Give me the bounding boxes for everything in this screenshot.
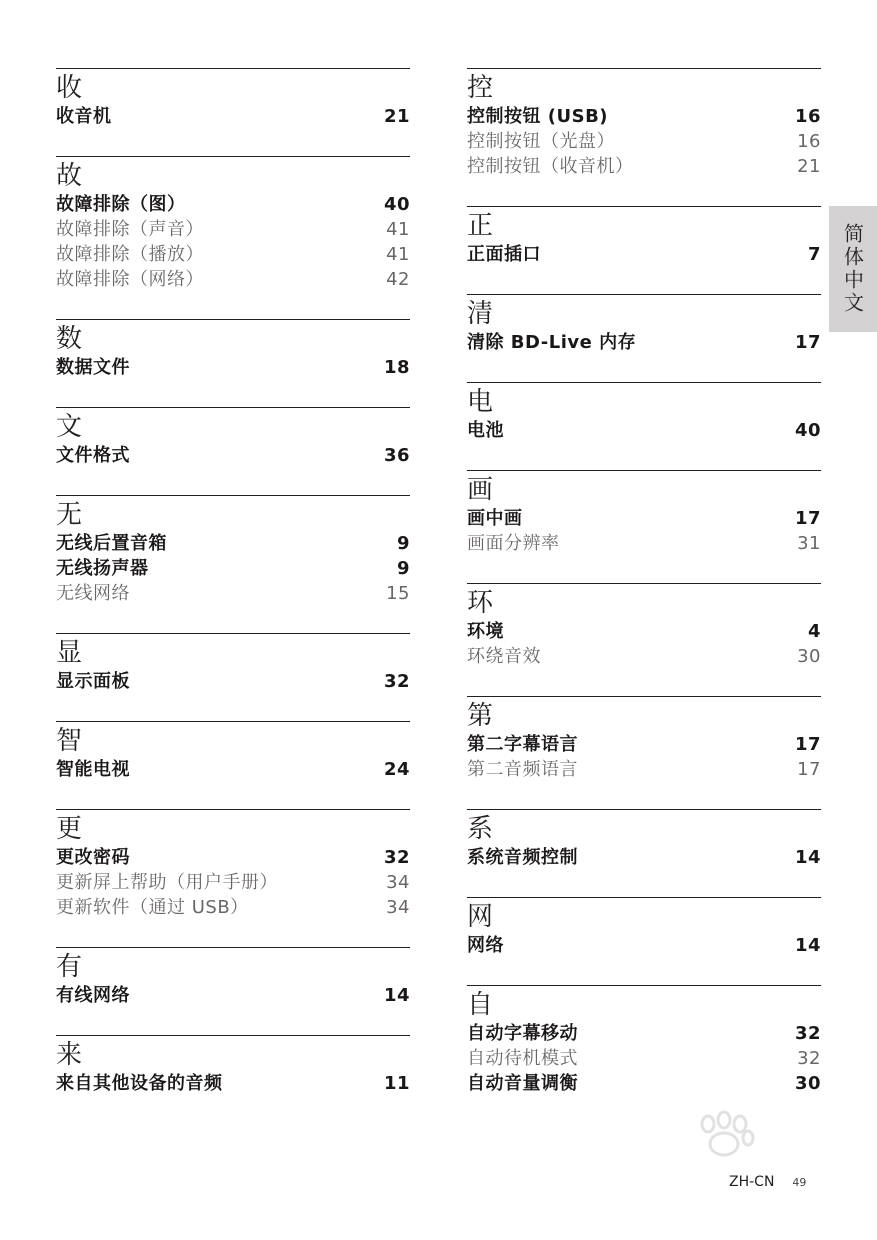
entry-page-number: 7 xyxy=(807,244,821,265)
entry-page-number: 30 xyxy=(797,646,821,667)
index-section xyxy=(56,68,410,129)
index-entry[interactable] xyxy=(56,217,410,242)
index-section xyxy=(56,319,410,380)
entry-label: 控制按钮 (USB) xyxy=(467,106,609,127)
entry-label: 收音机 xyxy=(56,106,112,127)
index-entry[interactable] xyxy=(56,1071,410,1096)
index-section xyxy=(467,382,821,443)
section-heading: 电 xyxy=(467,387,494,417)
baidu-paw-logo-icon xyxy=(620,1110,825,1205)
index-entry[interactable] xyxy=(56,104,410,129)
entry-page-number: 16 xyxy=(794,106,821,127)
index-entry[interactable] xyxy=(56,531,410,556)
entry-label: 故障排除（图） xyxy=(56,194,186,215)
section-heading: 画 xyxy=(467,475,494,505)
entry-label: 有线网络 xyxy=(56,985,130,1006)
entry-label: 控制按钮（光盘） xyxy=(467,131,615,152)
entry-label: 更改密码 xyxy=(56,847,130,868)
page-footer xyxy=(729,1174,806,1190)
section-heading: 控 xyxy=(467,73,494,103)
entry-page-number: 40 xyxy=(794,420,821,441)
entry-label: 来自其他设备的音频 xyxy=(56,1073,223,1094)
index-entry[interactable] xyxy=(467,418,821,443)
entry-page-number: 34 xyxy=(386,897,410,918)
index-section xyxy=(467,985,821,1096)
index-entry[interactable] xyxy=(56,556,410,581)
index-section xyxy=(467,470,821,556)
section-heading: 环 xyxy=(467,588,494,618)
index-entry[interactable] xyxy=(56,581,410,606)
footer-page-number: 49 xyxy=(792,1176,807,1189)
section-heading: 故 xyxy=(56,161,83,191)
section-heading: 更 xyxy=(56,814,83,844)
index-column-right xyxy=(467,68,821,1123)
entry-label: 正面插口 xyxy=(467,244,541,265)
index-entry[interactable] xyxy=(467,845,821,870)
index-entry[interactable] xyxy=(56,192,410,217)
entry-page-number: 41 xyxy=(386,219,410,240)
entry-label: 故障排除（声音） xyxy=(56,219,204,240)
section-heading: 清 xyxy=(467,299,494,329)
entry-page-number: 14 xyxy=(794,847,821,868)
index-entry[interactable] xyxy=(56,895,410,920)
index-entry[interactable] xyxy=(467,154,821,179)
baidu-jingyan-watermark xyxy=(620,1110,825,1205)
index-entry[interactable] xyxy=(467,129,821,154)
entry-page-number: 9 xyxy=(396,558,410,579)
entry-label: 清除 BD-Live 内存 xyxy=(467,332,637,353)
section-heading: 数 xyxy=(56,324,83,354)
index-entry[interactable] xyxy=(467,506,821,531)
index-section xyxy=(56,633,410,694)
section-heading: 系 xyxy=(467,814,494,844)
index-section xyxy=(56,1035,410,1096)
index-entry[interactable] xyxy=(467,104,821,129)
index-section xyxy=(467,809,821,870)
entry-page-number: 21 xyxy=(797,156,821,177)
entry-page-number: 42 xyxy=(386,269,410,290)
section-heading: 正 xyxy=(467,211,494,241)
index-entry[interactable] xyxy=(56,443,410,468)
entry-label: 电池 xyxy=(467,420,504,441)
section-heading: 第 xyxy=(467,701,494,731)
entry-label: 故障排除（播放） xyxy=(56,244,204,265)
index-entry[interactable] xyxy=(467,242,821,267)
index-entry[interactable] xyxy=(56,757,410,782)
index-entry[interactable] xyxy=(467,330,821,355)
section-heading: 无 xyxy=(56,500,83,530)
entry-page-number: 4 xyxy=(807,621,821,642)
entry-page-number: 36 xyxy=(383,445,410,466)
section-heading: 智 xyxy=(56,726,83,756)
index-column-left xyxy=(56,68,410,1123)
entry-label: 网络 xyxy=(467,935,504,956)
entry-page-number: 16 xyxy=(797,131,821,152)
index-entry[interactable] xyxy=(467,531,821,556)
entry-label: 无线网络 xyxy=(56,583,130,604)
index-section xyxy=(467,897,821,958)
index-entry[interactable] xyxy=(467,1046,821,1071)
index-section xyxy=(56,947,410,1008)
entry-page-number: 17 xyxy=(794,734,821,755)
section-heading: 收 xyxy=(56,73,83,103)
index-entry[interactable] xyxy=(56,355,410,380)
index-section xyxy=(56,156,410,292)
entry-label: 智能电视 xyxy=(56,759,130,780)
index-entry[interactable] xyxy=(467,757,821,782)
footer-locale: ZH-CN xyxy=(729,1174,775,1190)
index-entry[interactable] xyxy=(56,669,410,694)
entry-page-number: 18 xyxy=(383,357,410,378)
entry-label: 第二音频语言 xyxy=(467,759,578,780)
section-heading: 文 xyxy=(56,412,83,442)
entry-label: 环境 xyxy=(467,621,504,642)
entry-page-number: 14 xyxy=(794,935,821,956)
entry-label: 自动待机模式 xyxy=(467,1048,578,1069)
index-section xyxy=(467,68,821,179)
entry-label: 第二字幕语言 xyxy=(467,734,578,755)
index-entry[interactable] xyxy=(467,1021,821,1046)
section-heading: 自 xyxy=(467,990,494,1020)
index-section xyxy=(56,721,410,782)
index-section xyxy=(56,809,410,920)
index-entry[interactable] xyxy=(56,267,410,292)
entry-page-number: 11 xyxy=(383,1073,410,1094)
section-heading: 来 xyxy=(56,1040,83,1070)
entry-label: 无线扬声器 xyxy=(56,558,149,579)
index-entry[interactable] xyxy=(56,242,410,267)
entry-label: 自动字幕移动 xyxy=(467,1023,578,1044)
entry-page-number: 17 xyxy=(797,759,821,780)
entry-page-number: 15 xyxy=(386,583,410,604)
entry-page-number: 32 xyxy=(383,671,410,692)
entry-page-number: 17 xyxy=(794,508,821,529)
entry-label: 更新屏上帮助（用户手册） xyxy=(56,872,278,893)
entry-label: 自动音量调衡 xyxy=(467,1073,578,1094)
index-entry[interactable] xyxy=(56,983,410,1008)
entry-page-number: 32 xyxy=(794,1023,821,1044)
index-section xyxy=(467,696,821,782)
index-section xyxy=(56,407,410,468)
entry-page-number: 9 xyxy=(396,533,410,554)
entry-label: 画中画 xyxy=(467,508,523,529)
entry-label: 无线后置音箱 xyxy=(56,533,167,554)
entry-page-number: 31 xyxy=(797,533,821,554)
entry-label: 画面分辨率 xyxy=(467,533,560,554)
entry-label: 系统音频控制 xyxy=(467,847,578,868)
entry-page-number: 24 xyxy=(383,759,410,780)
language-side-tab[interactable] xyxy=(829,206,877,332)
entry-page-number: 40 xyxy=(383,194,410,215)
entry-label: 显示面板 xyxy=(56,671,130,692)
entry-label: 故障排除（网络） xyxy=(56,269,204,290)
section-heading: 有 xyxy=(56,952,83,982)
section-heading: 网 xyxy=(467,902,494,932)
entry-page-number: 32 xyxy=(797,1048,821,1069)
language-tab-label: 简体中文 xyxy=(840,223,865,315)
entry-page-number: 17 xyxy=(794,332,821,353)
index-entry[interactable] xyxy=(467,933,821,958)
index-section xyxy=(56,495,410,606)
index-entry[interactable] xyxy=(467,1071,821,1096)
index-entry[interactable] xyxy=(467,732,821,757)
index-section xyxy=(467,294,821,355)
entry-label: 数据文件 xyxy=(56,357,130,378)
entry-page-number: 32 xyxy=(383,847,410,868)
entry-label: 文件格式 xyxy=(56,445,130,466)
entry-label: 控制按钮（收音机） xyxy=(467,156,634,177)
index-entry[interactable] xyxy=(467,644,821,669)
index-entry[interactable] xyxy=(56,845,410,870)
index-section xyxy=(467,206,821,267)
entry-page-number: 30 xyxy=(794,1073,821,1094)
entry-label: 更新软件（通过 USB） xyxy=(56,897,249,918)
index-entry[interactable] xyxy=(56,870,410,895)
index-section xyxy=(467,583,821,669)
entry-page-number: 34 xyxy=(386,872,410,893)
index-entry[interactable] xyxy=(467,619,821,644)
entry-page-number: 14 xyxy=(383,985,410,1006)
entry-page-number: 21 xyxy=(383,106,410,127)
entry-page-number: 41 xyxy=(386,244,410,265)
section-heading: 显 xyxy=(56,638,83,668)
entry-label: 环绕音效 xyxy=(467,646,541,667)
